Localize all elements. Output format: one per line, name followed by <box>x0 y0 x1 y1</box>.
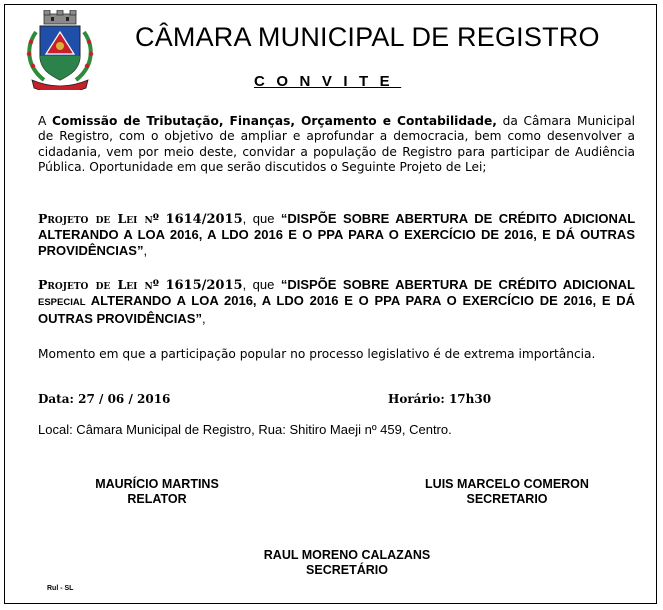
reference-code: Rul - SL <box>47 585 74 592</box>
project-title-cont: ALTERANDO A LOA 2016, A LDO 2016 E O PPA PARA O EXERCÍCIO DE 2016, E DÁ OUTRAS PROVIDÊNCIAS” <box>38 227 635 258</box>
project-end: , <box>143 242 148 258</box>
project-label: Projeto de Lei nº <box>38 277 159 292</box>
time-value: 17h30 <box>448 392 492 406</box>
document-heading: CONVITE <box>254 73 402 90</box>
signature-block <box>70 477 244 507</box>
closing-statement: Momento em que a participação popular no processo legislativo é de extrema importância. <box>38 347 596 361</box>
mural-crown <box>44 10 76 24</box>
shield <box>40 26 80 80</box>
date-line <box>38 392 170 406</box>
intro-body: da Câmara Municipal de Registro, com o objetivo de ampliar e aprofundar a democracia, bem como desenvolver a cidadania, vem por meio deste, convidar a população de Registro para participar de Audiência Pública. Oportunidade em que serão discutidos o Seguinte Projeto de Lei; <box>38 114 635 174</box>
location-line: Local: Câmara Municipal de Registro, Rua: Shitiro Maeji nº 459, Centro. <box>38 422 452 437</box>
signatory-role: SECRETARIO <box>466 492 548 506</box>
project-title: “DISPÕE SOBRE ABERTURA DE CRÉDITO ADICIONAL <box>280 277 636 292</box>
signatory-name: MAURÍCIO MARTINS <box>95 477 219 491</box>
signatory-name: LUIS MARCELO COMERON <box>425 477 589 491</box>
signatory-role: SECRETÁRIO <box>306 563 388 577</box>
date-label: Data: <box>38 392 74 406</box>
project-paragraph <box>38 211 635 258</box>
signature-block <box>395 477 619 507</box>
project-number: 1614/2015 <box>165 212 243 227</box>
project-title-cont: ALTERANDO A LOA 2016, A LDO 2016 E O PPA PARA O EXERCÍCIO DE 2016, E DÁ OUTRAS PROVIDÊNCIAS” <box>38 293 635 326</box>
project-number: 1615/2015 <box>165 278 243 293</box>
signatory-name: RAUL MORENO CALAZANS <box>263 548 431 562</box>
motto-ribbon <box>32 80 88 90</box>
project-label: Projeto de Lei nº <box>38 211 160 226</box>
project-title: “DISPÕE SOBRE ABERTURA DE CRÉDITO ADICIONAL <box>280 211 635 226</box>
institution-title: CÂMARA MUNICIPAL DE REGISTRO <box>135 22 600 52</box>
project-type-special: ESPECIAL <box>38 297 86 309</box>
coat-of-arms-icon <box>22 10 98 90</box>
commission-name: Comissão de Tributação, Finanças, Orçamento e Contabilidade, <box>52 114 497 128</box>
signatory-role: RELATOR <box>127 492 187 506</box>
time-line <box>388 392 491 406</box>
date-value: 27 / 06 / 2016 <box>78 392 171 406</box>
project-paragraph <box>38 277 635 326</box>
intro-prefix: A <box>38 114 53 128</box>
project-end: , <box>201 310 206 326</box>
time-label: Horário: <box>388 392 445 406</box>
project-connector: , que <box>242 277 281 292</box>
project-connector: , que <box>242 211 281 226</box>
signature-block <box>235 548 459 578</box>
intro-paragraph <box>38 114 635 175</box>
